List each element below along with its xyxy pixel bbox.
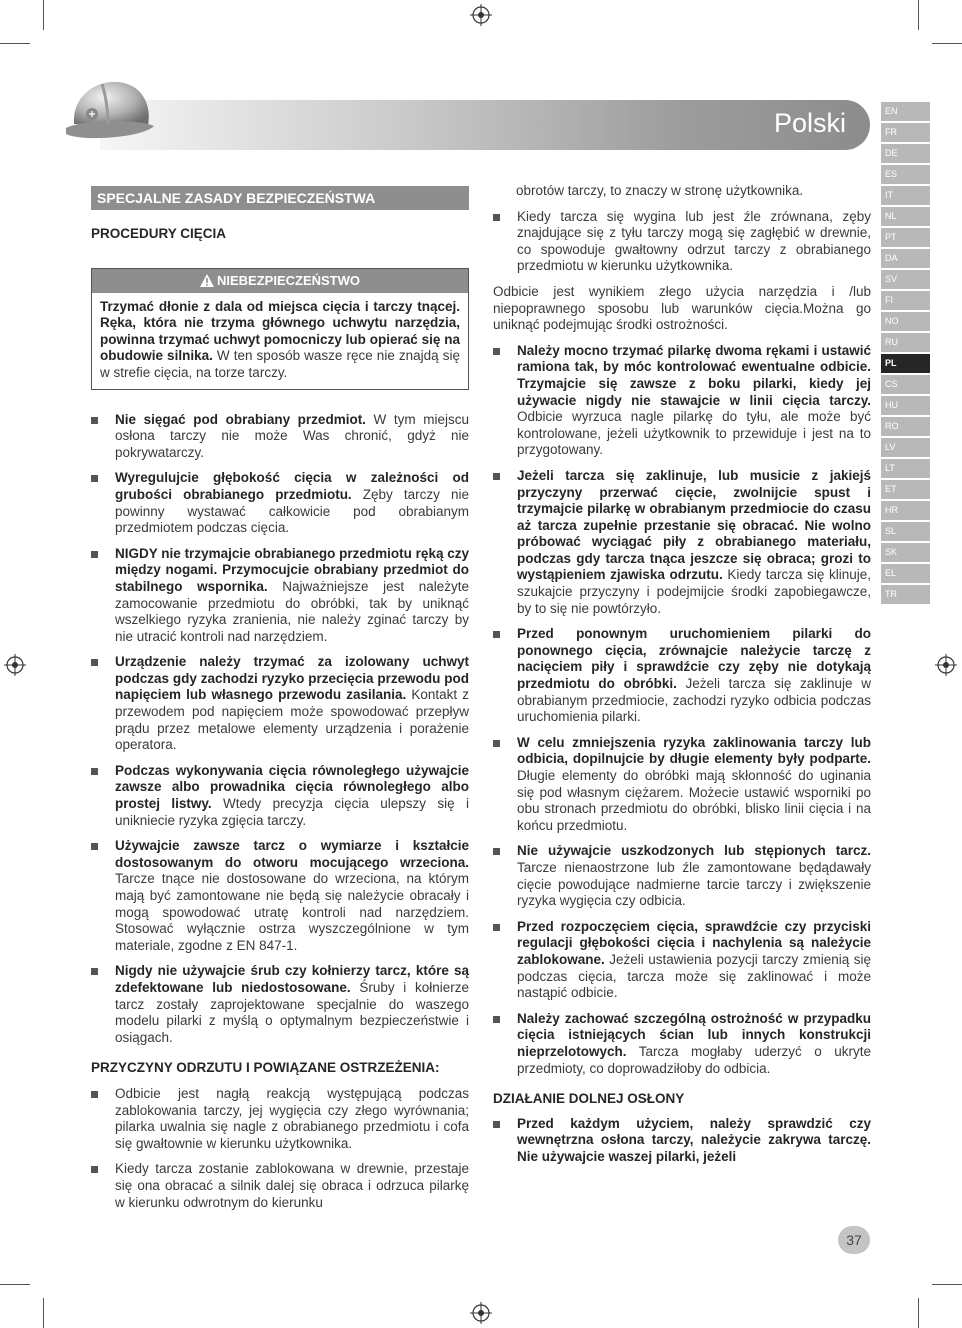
bullet-square-icon [493,924,500,931]
crop-mark [918,0,919,30]
language-tab-el: EL [881,564,930,583]
language-tab-en: EN [881,102,930,121]
danger-title: NIEBEZPIECZEŃSTWO [216,272,360,288]
danger-header [92,269,468,293]
language-tab-pl: PL [881,354,930,373]
bullet-item [91,654,469,754]
language-tab-et: ET [881,480,930,499]
bullet-square-icon [91,417,98,424]
language-tab-cs: CS [881,375,930,394]
bullet-bold-text: Używajcie zawsze tarcz o wymiarze i kształcie dostosowanym do otworu mocującego wrzeciona. [115,838,469,870]
bullet-item [91,838,469,954]
bullet-list [91,1086,469,1211]
bullet-square-icon [493,740,500,747]
danger-text-normal: W ten sposób wasze ręce nie znajdą się w strefie cięcia, na torze tarczy. [100,348,460,380]
bullet-bold-text: Przed rozpoczęciem cięcia, sprawdźcie czy przyciski regulacji głębokości cięcia i nachylenia są należycie zablokowane. [517,918,871,967]
bullet-item [493,209,871,275]
page-title: Polski [773,108,846,138]
bullet-item [493,1011,871,1077]
bullet-text: Jeżeli ustawienia pozycji tarczy zmienią się podczas cięcia, tarcza może się zaklinować i może nastąpić odbicie. [517,951,871,1001]
bullet-text: Śruby i kołnierze tarcz zostały zaprojektowane specjalnie do waszego modelu pilarki z myślą o optymalnym bezpieczeństwie i osiągach. [115,979,469,1045]
bullet-list [91,412,469,1047]
bullet-square-icon [493,1016,500,1023]
bullet-square-icon [91,1091,98,1098]
bullet-square-icon [91,768,98,775]
page-number: 37 [838,1226,870,1254]
danger-text [92,293,468,389]
bullet-bold-text: Jeżeli tarcza się zaklinuje, lub musicie z jakiejś przyczyny przerwać cięcie, zwolnijcie spust i trzymajcie pilarkę w obrabianym przedmiocie do czasu aż tarcza zupełnie przestanie się obracać. Nie wolno próbować wyciągać piły z obrabianego materiału, podczas gdy tarcza tnąca jeszcze się obraca; grozi to wystąpieniem zjawiska odrzutu. [517,467,871,583]
bullet-text: Najważniejsze jest należyte zamocowanie przedmiotu do obróbki, tak by uniknąć wszelkiego ryzyka zranienia, nie należy zginać tarczy by nie utracić kontroli nad narzędziem. [115,578,469,644]
bullet-text: Tarcza mogłaby uderzyć o ukryte przedmioty, co doprowadziłoby do odbicia. [517,1043,871,1076]
crop-mark [932,1284,962,1285]
bullet-square-icon [493,1121,500,1128]
bullet-bold-text: Wyregulujcie głębokość cięcia w zależności od grubości obrabianego przedmiotu. [115,470,469,502]
bullet-bold-text: NIGDY nie trzymajcie obrabianego przedmiotu ręką czy między nogami. Przymocujcie obrabiany przedmiot do stabilnego wspornika. [115,545,469,594]
bullet-bold-text: Należy mocno trzymać pilarkę dwoma rękami i ustawić ramiona tak, by móc kontrolować ewentualne odbicie. Trzymajcie się zawsze z boku pilarki, kiedy jej używacie nigdy nie stawajcie w linii cięcia tarczy. [517,342,871,408]
bullet-bold-text: Podczas wykonywania cięcia równoległego używajcie zawsze albo prowadnika cięcia równoległego albo prostej listwy. [115,762,469,812]
crop-mark [0,1284,30,1285]
bullet-text: Kiedy tarcza się wygina lub jest źle zrównana, zęby znajdujące się z tyłu tarczy mogą się zagłębić w drewnie, co spowoduje gwałtowny odrzut tarczy z obrabianego przedmiotu w kierunku użytkownika. [517,208,871,274]
subheading-kickback: PRZYCZYNY ODRZUTU I POWIĄZANE OSTRZEŻENIA: [91,1060,440,1076]
language-tab-es: ES [881,165,930,184]
bullet-bold-text: Nigdy nie używajcie śrub czy kołnierzy tarcz, które są zdefektowane lub niedostosowane. [115,963,469,995]
bullet-text: Jeżeli tarcza się zaklinuje w obrabianym przedmiocie, zachodzi ryzyko odbicia podczas uruchomienia pilarki. [517,676,871,725]
bullet-square-icon [91,968,98,975]
bullet-square-icon [493,631,500,638]
bullet-item [91,412,469,462]
bullet-item [493,919,871,1002]
subheading-lower-guard: DZIAŁANIE DOLNEJ OSŁONY [493,1091,685,1107]
bullet-bold-text: Nie sięgać pod obrabiany przedmiot. [115,411,366,427]
language-tab-hu: HU [881,396,930,415]
header-banner [100,100,870,150]
bullet-item [91,470,469,536]
language-tab-pt: PT [881,228,930,247]
registration-mark-icon [4,654,26,676]
bullet-text: Zęby tarczy nie powinny wystawać całkowicie pod obrabianym przedmiotem podczas cięcia. [115,486,469,536]
helmet-icon [62,72,158,152]
bullet-bold-text: Należy zachować szczególną ostrożność w przypadku cięcia istniejących ścian lub innych konstrukcji nieprzelotowych. [517,1010,871,1059]
bullet-item [91,963,469,1046]
bullet-list [493,209,871,275]
language-tab-lv: LV [881,438,930,457]
subheading-cutting-procedures: PROCEDURY CIĘCIA [91,226,227,241]
bullet-text: Kiedy tarcza zostanie zablokowana w drewnie, przestaje się ona obracać a silnik dalej się obraca i odrzuca pilarkę w kierunku odwrotnym do kierunku [115,1161,469,1210]
bullet-square-icon [91,475,98,482]
bullet-text: Kontakt z przewodem pod napięciem może spowodować przepływ prądu przez metalowe elementy urządzenia i porażenie operatora. [115,687,469,753]
bullet-square-icon [91,1166,98,1173]
bullet-text: Tarcze nienaostrzone lub źle zamontowane będądawały cięcie powodujące nadmierne tarcie tarczy i zwiększenie ryzyka wygięcia czy odbicia. [517,859,871,909]
bullet-text: Wtedy precyzja cięcia ulepszy się i unikniecie ryzyka zgięcia tarczy. [115,796,469,828]
bullet-item [91,1161,469,1211]
bullet-text: Tarcze tnące nie dostosowane do wrzeciona, na którym mają być zamontowane nie będą się należycie obracały i mogą spowodować utratę kontroli nad narzędziem. Stosować wyłącznie ostrza wyszczególnione w tym materiale, zgodne z EN 847-1. [115,871,469,953]
right-column [493,183,871,1165]
bullet-square-icon [91,659,98,666]
language-tab-tr: TR [881,585,930,604]
bullet-bold-text: Przed każdym użyciem, należy sprawdzić czy wewnętrzna osłona tarczy, należycie zakrywa tarczę. Nie używajcie waszej pilarki, jeżeli [517,1115,871,1164]
bullet-bold-text: Przed ponownym uruchomieniem pilarki do ponownego cięcia, zrównajcie należycie tarczę z nacięciem piły i sprawdźcie czy zęby nie dotykają przedmiotu do obróbki. [517,626,871,692]
bullet-item [493,735,871,835]
paragraph-kickback: Odbicie jest wynikiem złego użycia narzędzia i /lub niepoprawnego sposobu lub warunków cięcia.Można go uniknąć podejmując środki ostrożności. [493,283,871,333]
language-tab-sv: SV [881,270,930,289]
language-tab-hr: HR [881,501,930,520]
language-tab-no: NO [881,312,930,331]
language-tab-fr: FR [881,123,930,142]
bullet-square-icon [91,551,98,558]
bullet-item [493,626,871,726]
crop-mark [43,0,44,30]
language-tab-fi: FI [881,291,930,310]
language-tab-ru: RU [881,333,930,352]
bullet-item [493,343,871,459]
section-title: SPECJALNE ZASADY BEZPIECZEŃSTWA [91,186,469,210]
language-tab-ro: RO [881,417,930,436]
registration-mark-icon [470,4,492,26]
danger-box [91,268,469,390]
bullet-square-icon [493,214,500,221]
bullet-bold-text: W celu zmniejszenia ryzyka zaklinowania tarczy lub odbicia, dopilnujcie by długie elementy były podparte. [517,734,871,767]
left-column [91,186,469,1211]
bullet-text: Odbicie wyrzuca nagle pilarkę do tyłu, ale może być kontrolowane, jeżeli użytkownik to przewiduje i jest na to przygotowany. [517,409,871,458]
crop-mark [932,43,962,44]
crop-mark [918,1298,919,1328]
bullet-square-icon [91,843,98,850]
language-tab-it: IT [881,186,930,205]
language-tab-da: DA [881,249,930,268]
language-tab-sl: SL [881,522,930,541]
bullet-item [91,763,469,829]
registration-mark-icon [470,1302,492,1324]
crop-mark [0,43,30,44]
bullet-item [493,843,871,909]
warning-triangle-icon [200,274,214,287]
bullet-bold-text: Urządzenie należy trzymać za izolowany uchwyt podczas gdy zachodzi ryzyko przecięcia przewodu pod napięciem lub własnego przewodu zasilania. [115,654,469,703]
language-tab-sk: SK [881,543,930,562]
bullet-text: Kiedy tarcza się klinuje, szukajcie przyczyny i podejmijcie środki zapobiegawcze, by to się nie powtórzyło. [517,567,871,616]
bullet-square-icon [493,348,500,355]
bullet-item [493,1116,871,1166]
crop-mark [43,1298,44,1328]
bullet-square-icon [493,848,500,855]
language-tab-nl: NL [881,207,930,226]
registration-mark-icon [935,654,957,676]
bullet-item [91,1086,469,1152]
danger-text-bold: Trzymać dłonie z dala od miejsca cięcia i tarczy tnącej. Ręka, która nie trzyma głównego uchwytu narzędzia, powinna trzymać uchwyt pomocniczy lub opierać się na obudowie silnika. [100,298,460,364]
language-tab-lt: LT [881,459,930,478]
language-tab-bar [881,102,930,606]
bullet-text: Długie elementy do obróbki mają skłonność do uginania się pod własnym ciężarem. Możecie ustawić wsporniki po obu stronach przedmiotu do obróbki, blisko linii cięcia i na końcu przedmiotu. [517,768,871,833]
continuation-text: obrotów tarczy, to znaczy w stronę użytkownika. [516,183,804,198]
bullet-list [493,343,871,1077]
bullet-list [493,1116,871,1166]
bullet-item [91,546,469,646]
language-tab-de: DE [881,144,930,163]
bullet-text: Odbicie jest nagłą reakcją występującą podczas zablokowania tarczy, jej wygięcia czy złego wyrównania; pilarka uwalnia się nagle z obrabianego przedmiotu i cofa się gwałtownie w kierunku użytkownika. [115,1085,469,1151]
bullet-square-icon [493,473,500,480]
bullet-item [493,468,871,617]
bullet-bold-text: Nie używajcie uszkodzonych lub stępionych tarcz. [517,843,871,859]
bullet-text: W tym miejscu osłona tarczy nie może Was chronić, gdyż nie pokrywatarczy. [115,411,469,460]
